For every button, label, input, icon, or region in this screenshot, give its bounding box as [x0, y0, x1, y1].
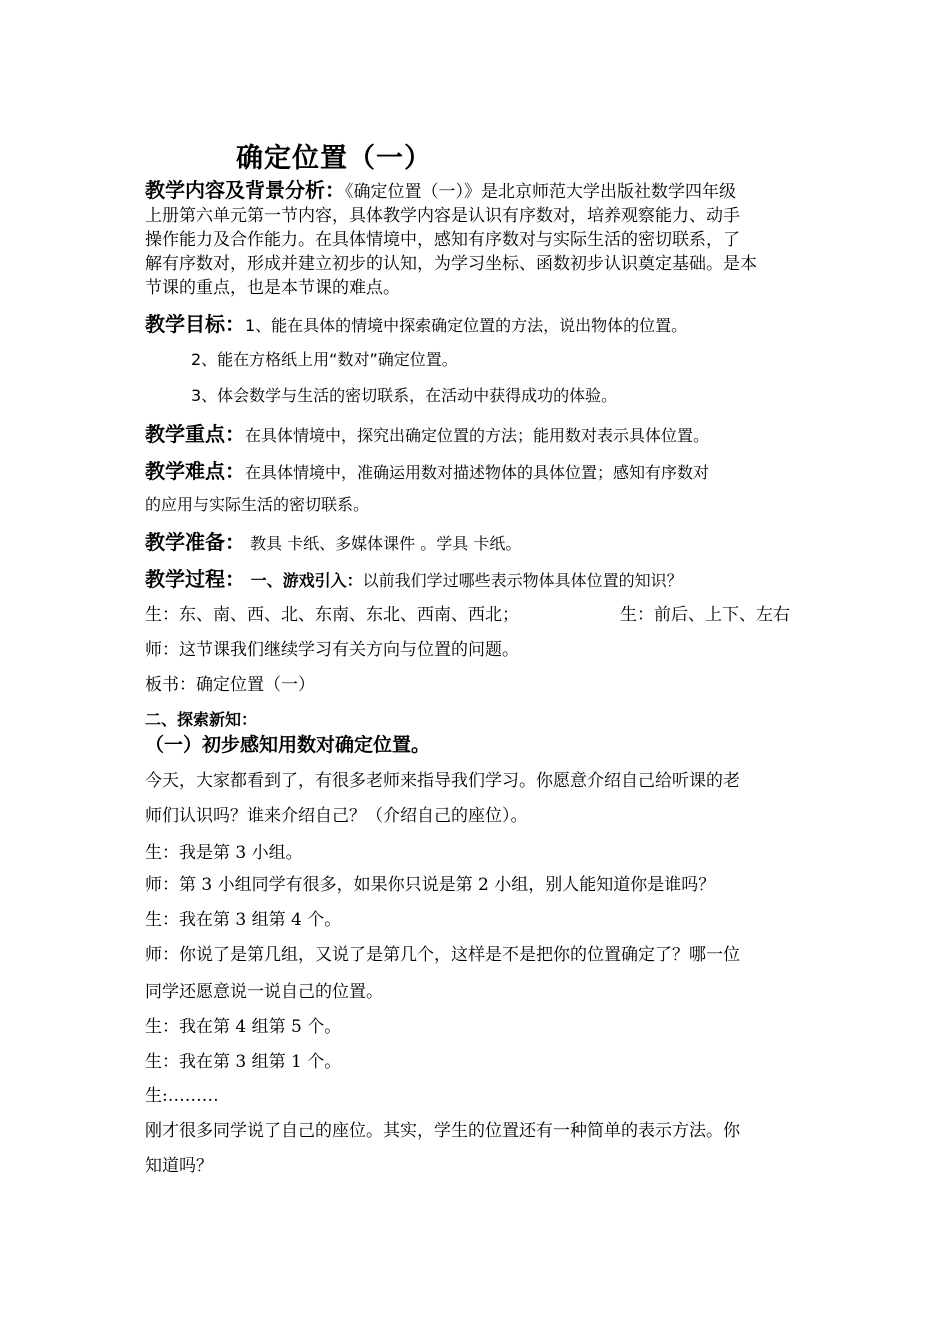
background-line-1	[145, 180, 736, 201]
paragraph-2a: 刚才很多同学说了自己的座位。其实，学生的位置还有一种简单的表示方法。你	[145, 1121, 740, 1141]
paragraph-1b: 师们认识吗？谁来介绍自己？（介绍自己的座位）。	[145, 806, 528, 826]
process-line	[145, 569, 683, 590]
subsection-1-heading: （一）初步感知用数对确定位置。	[145, 734, 431, 756]
focus-line	[145, 424, 709, 445]
teacher-line-3a: 师：你说了是第几组，又说了是第几个，这样是不是把你的位置确定了？哪一位	[145, 945, 740, 965]
student-line-2: 生：我是第 3 小组。	[145, 843, 303, 863]
focus-text: 在具体情境中，探究出确定位置的方法；能用数对表示具体位置。	[245, 426, 710, 445]
student-line-4: 生：我在第 4 组第 5 个。	[145, 1017, 342, 1037]
goal-item-3: 3、体会数学与生活的密切联系，在活动中获得成功的体验。	[191, 386, 618, 405]
student-answer-1b: 生：前后、上下、左右	[620, 605, 790, 625]
student-line-3: 生：我在第 3 组第 4 个。	[145, 910, 342, 930]
paragraph-1a: 今天，大家都看到了，有很多老师来指导我们学习。你愿意介绍自己给听课的老	[145, 771, 740, 791]
goals-line-1	[145, 314, 687, 335]
difficulty-line-1	[145, 461, 709, 482]
background-text-3: 操作能力及合作能力。在具体情境中，感知有序数对与实际生活的密切联系，了	[145, 230, 740, 250]
student-answer-1a: 生：东、南、西、北、东南、东北、西南、西北；	[145, 605, 519, 625]
goal-item-1: 1、能在具体的情境中探索确定位置的方法，说出物体的位置。	[245, 316, 688, 335]
paragraph-2b: 知道吗？	[145, 1156, 213, 1176]
page-title: 确定位置（一）	[236, 143, 432, 174]
difficulty-label: 教学难点：	[145, 459, 245, 483]
goals-label: 教学目标：	[145, 312, 245, 336]
teacher-line-1: 师：这节课我们继续学习有关方向与位置的问题。	[145, 640, 519, 660]
prep-line	[145, 532, 521, 553]
prep-label: 教学准备：	[145, 530, 245, 554]
student-line-5: 生：我在第 3 组第 1 个。	[145, 1052, 342, 1072]
difficulty-text-1: 在具体情境中，准确运用数对描述物体的具体位置；感知有序数对	[245, 463, 710, 482]
teacher-line-3b: 同学还愿意说一说自己的位置。	[145, 982, 383, 1002]
section-2-heading: 二、探索新知：	[145, 710, 258, 729]
focus-label: 教学重点：	[145, 422, 245, 446]
process-step-1-text: 以前我们学过哪些表示物体具体位置的知识？	[362, 571, 683, 590]
process-label: 教学过程：	[145, 567, 245, 591]
difficulty-text-2: 的应用与实际生活的密切联系。	[145, 495, 370, 514]
board-writing: 板书：确定位置（一）	[145, 675, 315, 695]
prep-text: 教具 卡纸、多媒体课件 。学具 卡纸。	[245, 534, 522, 553]
goal-item-2: 2、能在方格纸上用“数对”确定位置。	[191, 350, 458, 369]
student-line-6: 生:………	[145, 1086, 219, 1106]
background-label: 教学内容及背景分析：	[145, 178, 345, 202]
background-text-5: 节课的重点，也是本节课的难点。	[145, 278, 400, 298]
background-text-4: 解有序数对，形成并建立初步的认知，为学习坐标、函数初步认识奠定基础。是本	[145, 254, 757, 274]
process-step-1: 一、游戏引入：	[245, 571, 363, 590]
teacher-line-2: 师：第 3 小组同学有很多，如果你只说是第 2 小组，别人能知道你是谁吗？	[145, 875, 716, 895]
background-text-1: 《确定位置（一）》是北京师范大学出版社数学四年级	[345, 182, 736, 202]
background-text-2: 上册第六单元第一节内容，具体教学内容是认识有序数对，培养观察能力、动手	[145, 206, 740, 226]
